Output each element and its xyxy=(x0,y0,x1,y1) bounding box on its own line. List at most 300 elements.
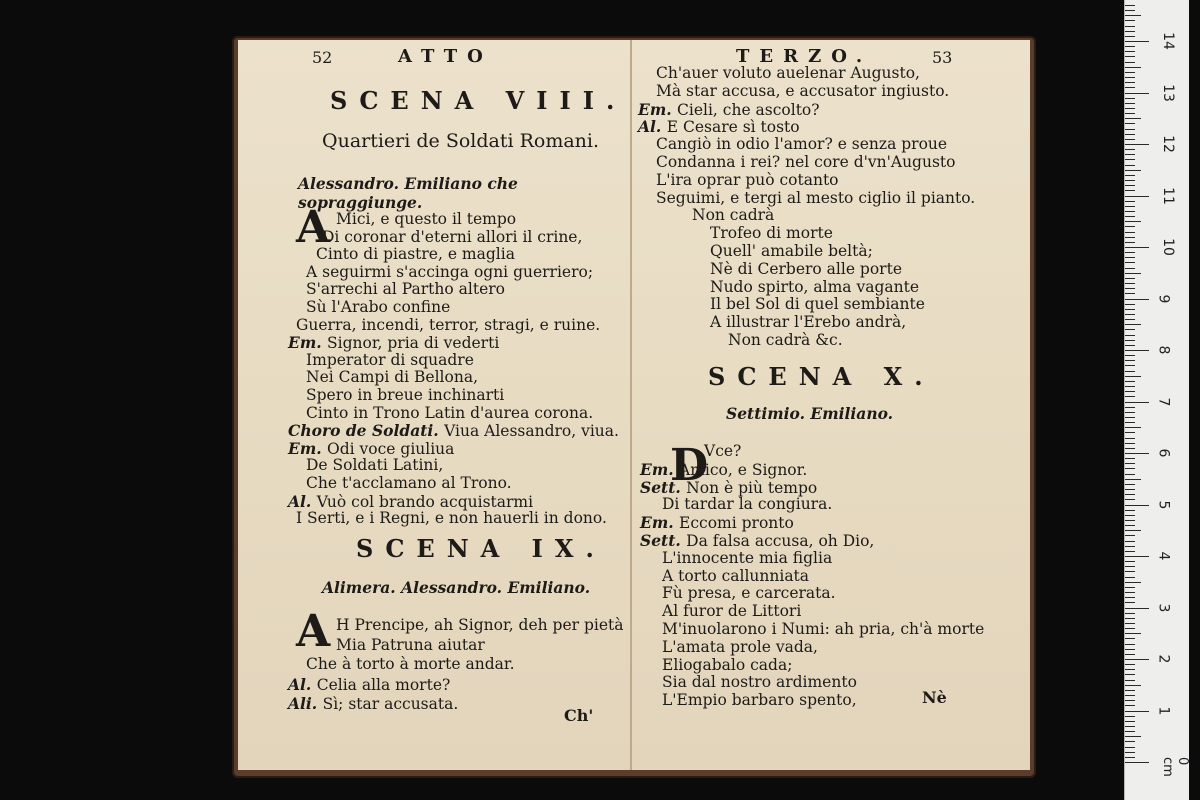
verse-line xyxy=(710,313,906,331)
ruler-tick xyxy=(1125,757,1135,758)
ruler-tick xyxy=(1125,407,1135,408)
ruler-tick xyxy=(1125,546,1135,547)
catchword-right: Nè xyxy=(922,688,947,707)
verse-line xyxy=(638,100,820,119)
ruler-unit-label: 0 cm xyxy=(1160,757,1190,777)
verse-line xyxy=(306,298,450,316)
running-head-right: TERZO. xyxy=(736,46,873,67)
ruler-tick xyxy=(1125,587,1135,588)
ruler-number: 3 xyxy=(1155,603,1172,612)
ruler-tick xyxy=(1125,5,1135,6)
ruler-tick xyxy=(1125,484,1135,485)
ruler-number: 9 xyxy=(1155,294,1172,303)
verse-text: Nudo spirto, alma vagante xyxy=(710,277,919,296)
verse-text: Seguimi, e tergi al mesto ciglio il pianto. xyxy=(656,188,976,207)
ruler-number: 5 xyxy=(1155,500,1172,509)
verse-text: Di coronar d'eterni allori il crine, xyxy=(322,227,583,246)
ruler-tick xyxy=(1125,232,1135,233)
ruler-tick xyxy=(1125,77,1135,78)
ruler-number: 10 xyxy=(1159,238,1176,256)
speaker-abbrev: Sett. xyxy=(640,531,687,550)
ruler-tick xyxy=(1125,154,1135,155)
verse-line xyxy=(640,460,807,479)
ruler-tick xyxy=(1125,623,1135,624)
ruler-tick xyxy=(1125,566,1135,567)
verse-text: Eccomi pronto xyxy=(679,514,794,533)
verse-line xyxy=(306,474,512,492)
ruler-tick xyxy=(1125,505,1149,506)
verse-text: Il bel Sol di quel sembiante xyxy=(710,295,925,314)
verse-line xyxy=(322,228,582,246)
verse-text: Vuò col brando acquistarmi xyxy=(316,492,534,511)
ruler-tick xyxy=(1125,31,1135,32)
ruler-tick xyxy=(1125,674,1135,675)
ruler-tick xyxy=(1125,520,1135,521)
verse-line xyxy=(316,245,515,263)
ruler-tick xyxy=(1125,412,1135,413)
ruler-tick xyxy=(1125,324,1141,325)
verse-line xyxy=(288,675,450,694)
ruler-tick xyxy=(1125,515,1135,516)
ruler-tick xyxy=(1125,458,1135,459)
verse-text: Condanna i rei? nel core d'vn'Augusto xyxy=(656,153,956,171)
ruler-tick xyxy=(1125,402,1149,403)
ruler-tick xyxy=(1125,41,1149,42)
ruler-tick xyxy=(1125,226,1135,227)
verse-text: Odi voce giuliua xyxy=(327,439,455,458)
verse-text: Non cadrà &c. xyxy=(728,331,843,349)
verse-line xyxy=(662,620,984,638)
ruler-tick xyxy=(1125,36,1135,37)
verse-text: Sì; star accusata. xyxy=(322,695,459,713)
ruler-tick xyxy=(1125,247,1149,248)
ruler-tick xyxy=(1125,108,1135,109)
ruler-tick xyxy=(1125,427,1141,428)
scene-viii-setting: Quartieri de Soldati Romani. xyxy=(322,130,600,152)
verse-line xyxy=(662,567,809,585)
ruler-tick xyxy=(1125,283,1135,284)
ruler-tick xyxy=(1125,386,1135,387)
ruler-tick xyxy=(1125,762,1149,763)
ruler-tick xyxy=(1125,268,1135,269)
ruler-tick xyxy=(1125,87,1135,88)
ruler-tick xyxy=(1125,716,1135,717)
verse-line xyxy=(662,495,832,513)
ruler-tick xyxy=(1125,350,1149,351)
catchword-left: Ch' xyxy=(564,706,594,725)
ruler-tick xyxy=(1125,556,1149,557)
speaker-abbrev: Al. xyxy=(638,117,667,137)
verse-text: Signor, pria di vederti xyxy=(327,334,500,353)
ruler-tick xyxy=(1125,530,1141,531)
ruler-tick xyxy=(1125,474,1135,475)
ruler-tick xyxy=(1125,288,1135,289)
ruler-tick xyxy=(1125,56,1135,57)
ruler-tick xyxy=(1125,494,1135,495)
verse-text: L'innocente mia figlia xyxy=(662,548,833,567)
verse-text: Vce? xyxy=(704,442,742,460)
verse-text: Quell' amabile beltà; xyxy=(710,242,873,260)
verse-text: Imperator di squadre xyxy=(306,350,474,369)
verse-text: Nei Campi di Bellona, xyxy=(306,368,478,387)
verse-text: Di tardar la congiura. xyxy=(662,495,833,514)
ruler-tick xyxy=(1125,51,1135,52)
ruler-tick xyxy=(1125,221,1141,222)
ruler-tick xyxy=(1125,72,1135,73)
ruler-tick xyxy=(1125,541,1135,542)
verse-line xyxy=(288,421,619,440)
ruler-number: 13 xyxy=(1159,83,1176,102)
ruler-tick xyxy=(1125,499,1135,500)
dropcap-a-viii: A xyxy=(296,202,331,253)
ruler-tick xyxy=(1125,597,1135,598)
ruler-tick xyxy=(1125,649,1135,650)
ruler-tick xyxy=(1125,443,1135,444)
ruler-tick xyxy=(1125,752,1135,753)
ruler-tick xyxy=(1125,633,1141,634)
ruler-tick xyxy=(1125,438,1135,439)
verse-line xyxy=(662,691,857,709)
ruler-tick xyxy=(1125,175,1135,176)
verse-line xyxy=(692,206,774,224)
ruler-tick xyxy=(1125,489,1135,490)
ruler-tick xyxy=(1125,299,1149,300)
ruler-tick xyxy=(1125,211,1135,212)
ruler-tick xyxy=(1125,736,1141,737)
dropcap-a-ix: A xyxy=(296,606,331,657)
ruler-tick xyxy=(1125,654,1135,655)
verse-line xyxy=(662,602,801,620)
verse-line xyxy=(288,492,533,511)
verse-line xyxy=(710,224,833,242)
ruler-tick xyxy=(1125,134,1135,135)
verse-text: Eliogabalo cada; xyxy=(662,655,793,674)
ruler-tick xyxy=(1125,329,1135,330)
verse-text: L'amata prole vada, xyxy=(662,637,818,656)
ruler-tick xyxy=(1125,422,1135,423)
ruler-tick xyxy=(1125,67,1141,68)
scene-ix-title: SCENA IX. xyxy=(356,534,606,563)
ruler-tick xyxy=(1125,62,1135,63)
ruler-tick xyxy=(1125,93,1149,94)
verse-line xyxy=(662,656,792,674)
verse-line xyxy=(710,295,925,313)
scene-x-characters: Settimio. Emiliano. xyxy=(726,404,894,423)
ruler-tick xyxy=(1125,448,1135,449)
verse-line xyxy=(306,404,593,422)
ruler-tick xyxy=(1125,561,1135,562)
verse-line xyxy=(656,82,949,100)
ruler-tick xyxy=(1125,371,1135,372)
ruler-tick xyxy=(1125,82,1135,83)
ruler-tick xyxy=(1125,340,1135,341)
ruler-tick xyxy=(1125,355,1135,356)
ruler-tick xyxy=(1125,278,1135,279)
ruler-tick xyxy=(1125,468,1135,469)
ruler-tick xyxy=(1125,726,1135,727)
ruler-tick xyxy=(1125,185,1135,186)
ruler-tick xyxy=(1125,391,1135,392)
ruler-tick xyxy=(1125,262,1135,263)
verse-text: L'ira oprar può cotanto xyxy=(656,170,839,189)
verse-text: Mà star accusa, e accusator ingiusto. xyxy=(656,81,950,100)
ruler-tick xyxy=(1125,690,1135,691)
scene-viii-title: SCENA VIII. xyxy=(330,86,627,115)
verse-line xyxy=(288,694,458,713)
verse-text: A illustrar l'Erebo andrà, xyxy=(710,313,907,332)
ruler-tick xyxy=(1125,273,1141,274)
ruler-tick xyxy=(1125,535,1135,536)
speaker-abbrev: Em. xyxy=(638,99,678,119)
verse-text: Mici, e questo il tempo xyxy=(336,210,517,228)
ruler-tick xyxy=(1125,46,1135,47)
ruler-tick xyxy=(1125,206,1135,207)
ruler-tick xyxy=(1125,381,1135,382)
ruler-tick xyxy=(1125,685,1141,686)
verse-text: Celia alla morte? xyxy=(316,675,451,694)
ruler-tick xyxy=(1125,571,1135,572)
speaker-abbrev: Em. xyxy=(640,459,680,479)
ruler-tick xyxy=(1125,304,1135,305)
ruler-tick xyxy=(1125,129,1135,130)
ruler-tick xyxy=(1125,479,1141,480)
ruler-tick xyxy=(1125,196,1149,197)
verse-text: Sù l'Arabo confine xyxy=(306,298,451,316)
scene-x-title: SCENA X. xyxy=(708,362,935,391)
verse-line xyxy=(656,189,975,207)
verse-text: A seguirmi s'accinga ogni guerriero; xyxy=(306,262,594,281)
ruler-tick xyxy=(1125,103,1135,104)
ruler-tick xyxy=(1125,149,1135,150)
ruler-number: 6 xyxy=(1155,448,1172,458)
ruler-tick xyxy=(1125,463,1135,464)
ruler-tick xyxy=(1125,644,1135,645)
ruler-number: 8 xyxy=(1155,345,1172,355)
verse-line xyxy=(296,316,600,334)
verse-line xyxy=(640,478,817,497)
ruler-tick xyxy=(1125,365,1135,366)
ruler-tick xyxy=(1125,123,1135,124)
ruler-tick xyxy=(1125,695,1135,696)
ruler-tick xyxy=(1125,26,1135,27)
ruler-tick xyxy=(1125,314,1135,315)
verse-text: L'Empio barbaro spento, xyxy=(662,691,857,710)
measuring-ruler xyxy=(1124,0,1189,800)
verse-line xyxy=(662,584,836,602)
speaker-abbrev: Em. xyxy=(288,438,328,458)
ruler-tick xyxy=(1125,139,1135,140)
ruler-tick xyxy=(1125,118,1141,119)
ruler-tick xyxy=(1125,396,1135,397)
ruler-tick xyxy=(1125,551,1135,552)
ruler-number: 7 xyxy=(1155,397,1172,406)
speaker-abbrev: Al. xyxy=(288,491,317,511)
ruler-tick xyxy=(1125,638,1135,639)
speaker-abbrev: Al. xyxy=(288,674,317,694)
scene-ix-characters: Alimera. Alessandro. Emiliano. xyxy=(322,578,591,597)
ruler-tick xyxy=(1125,510,1135,511)
verse-line xyxy=(306,351,474,369)
ruler-tick xyxy=(1125,345,1135,346)
ruler-tick xyxy=(1125,417,1135,418)
running-head-left: ATTO xyxy=(398,46,493,67)
ruler-tick xyxy=(1125,98,1135,99)
left-page xyxy=(238,40,632,770)
verse-line xyxy=(662,673,857,691)
verse-line xyxy=(336,616,624,634)
ruler-tick xyxy=(1125,582,1141,583)
ruler-tick xyxy=(1125,628,1135,629)
ruler-tick xyxy=(1125,252,1135,253)
verse-line xyxy=(656,64,920,82)
verse-text: A torto callunniata xyxy=(662,566,810,585)
ruler-number: 12 xyxy=(1159,135,1176,153)
verse-line xyxy=(662,549,832,567)
ruler-tick xyxy=(1125,721,1135,722)
verse-text: Sia dal nostro ardimento xyxy=(662,673,857,692)
ruler-tick xyxy=(1125,669,1135,670)
right-page xyxy=(632,40,1030,770)
verse-line xyxy=(296,509,607,527)
ruler-tick xyxy=(1125,700,1135,701)
ruler-tick xyxy=(1125,577,1135,578)
verse-line xyxy=(710,278,919,296)
verse-text: I Serti, e i Regni, e non hauerli in dono. xyxy=(296,509,607,528)
verse-line xyxy=(662,638,818,656)
ruler-tick xyxy=(1125,602,1135,603)
verse-text: H Prencipe, ah Signor, deh per pietà xyxy=(336,616,624,634)
verse-line xyxy=(306,263,593,281)
ruler-tick xyxy=(1125,664,1135,665)
ruler-tick xyxy=(1125,113,1135,114)
ruler-tick xyxy=(1125,432,1135,433)
speaker-abbrev: Sett. xyxy=(640,477,687,497)
ruler-tick xyxy=(1125,180,1135,181)
ruler-tick xyxy=(1125,608,1149,609)
verse-text: Cieli, che ascolto? xyxy=(677,100,820,119)
page-number-left: 52 xyxy=(312,48,333,67)
ruler-tick xyxy=(1125,309,1135,310)
verse-line xyxy=(640,531,874,550)
verse-line xyxy=(728,331,843,349)
ruler-tick xyxy=(1125,705,1135,706)
ruler-tick xyxy=(1125,159,1135,160)
verse-line xyxy=(656,135,947,153)
verse-text: Che t'acclamano al Trono. xyxy=(306,474,512,492)
ruler-tick xyxy=(1125,165,1135,166)
verse-line xyxy=(640,513,794,532)
verse-text: Al furor de Littori xyxy=(662,602,802,621)
verse-line xyxy=(704,442,741,460)
verse-text: Ch'auer voluto auelenar Augusto, xyxy=(656,64,920,82)
ruler-tick xyxy=(1125,335,1135,336)
page-number-right: 53 xyxy=(932,48,953,67)
verse-text: M'inuolarono i Numi: ah pria, ch'à morte xyxy=(662,620,985,638)
ruler-tick xyxy=(1125,453,1149,454)
speaker-abbrev: Em. xyxy=(288,333,328,353)
verse-line xyxy=(306,655,515,673)
verse-text: De Soldati Latini, xyxy=(306,456,444,475)
verse-line xyxy=(306,280,505,298)
scene-viii-characters: Alessandro. Emiliano che sopraggiunge. xyxy=(298,174,518,212)
ruler-tick xyxy=(1125,216,1135,217)
ruler-number: 1 xyxy=(1155,706,1172,715)
ruler-tick xyxy=(1125,731,1135,732)
open-book xyxy=(232,36,1036,778)
ruler-number: 2 xyxy=(1155,654,1172,664)
ruler-number: 11 xyxy=(1159,186,1176,205)
ruler-tick xyxy=(1125,242,1135,243)
verse-line xyxy=(306,456,443,474)
verse-text: Guerra, incendi, terror, stragi, e ruine. xyxy=(296,315,601,334)
ruler-tick xyxy=(1125,15,1141,16)
ruler-tick xyxy=(1125,747,1135,748)
verse-line xyxy=(336,636,485,654)
ruler-tick xyxy=(1125,293,1135,294)
ruler-tick xyxy=(1125,257,1135,258)
ruler-tick xyxy=(1125,360,1135,361)
verse-text: Cinto di piastre, e maglia xyxy=(316,245,515,264)
verse-line xyxy=(288,333,499,352)
verse-text: Nè di Cerbero alle porte xyxy=(710,259,902,278)
verse-line xyxy=(656,153,955,171)
verse-text: Viua Alessandro, viua. xyxy=(444,422,619,441)
verse-text: S'arrechi al Partho altero xyxy=(306,280,505,299)
ruler-tick xyxy=(1125,237,1135,238)
verse-text: Che à torto à morte andar. xyxy=(306,655,515,673)
ruler-tick xyxy=(1125,144,1149,145)
ruler-tick xyxy=(1125,659,1149,660)
verse-text: Non è più tempo xyxy=(686,478,818,497)
verse-line xyxy=(656,171,839,189)
verse-line xyxy=(336,210,516,228)
verse-text: Amico, e Signor. xyxy=(679,460,808,479)
verse-text: Cinto in Trono Latin d'aurea corona. xyxy=(306,403,594,422)
verse-text: Mia Patruna aiutar xyxy=(336,635,485,654)
verse-line xyxy=(638,117,800,136)
verse-text: Spero in breue inchinarti xyxy=(306,386,505,404)
verse-text: Non cadrà xyxy=(692,206,775,225)
ruler-tick xyxy=(1125,201,1135,202)
verse-line xyxy=(710,242,873,260)
verse-text: Trofeo di morte xyxy=(710,224,833,243)
verse-text: E Cesare sì tosto xyxy=(666,118,800,137)
ruler-tick xyxy=(1125,711,1149,712)
ruler-tick xyxy=(1125,319,1135,320)
ruler-tick xyxy=(1125,613,1135,614)
ruler-number: 14 xyxy=(1159,32,1176,50)
dropcap-d-x: D xyxy=(670,440,709,491)
verse-text: Cangiò in odio l'amor? e senza proue xyxy=(656,135,948,154)
ruler-tick xyxy=(1125,525,1135,526)
verse-text: Fù presa, e carcerata. xyxy=(662,584,836,603)
verse-line xyxy=(306,386,504,404)
ruler-tick xyxy=(1125,376,1141,377)
ruler-tick xyxy=(1125,680,1135,681)
ruler-tick xyxy=(1125,170,1141,171)
verse-line xyxy=(288,439,454,458)
verse-line xyxy=(710,260,902,278)
ruler-tick xyxy=(1125,10,1135,11)
speaker-abbrev: Ali. xyxy=(288,694,323,713)
ruler-tick xyxy=(1125,20,1135,21)
speaker-abbrev: Em. xyxy=(640,513,680,533)
verse-text: Da falsa accusa, oh Dio, xyxy=(686,532,875,550)
ruler-tick xyxy=(1125,618,1135,619)
speaker-abbrev: Choro de Soldati. xyxy=(288,421,445,441)
ruler-tick xyxy=(1125,592,1135,593)
ruler-number: 4 xyxy=(1155,551,1172,561)
